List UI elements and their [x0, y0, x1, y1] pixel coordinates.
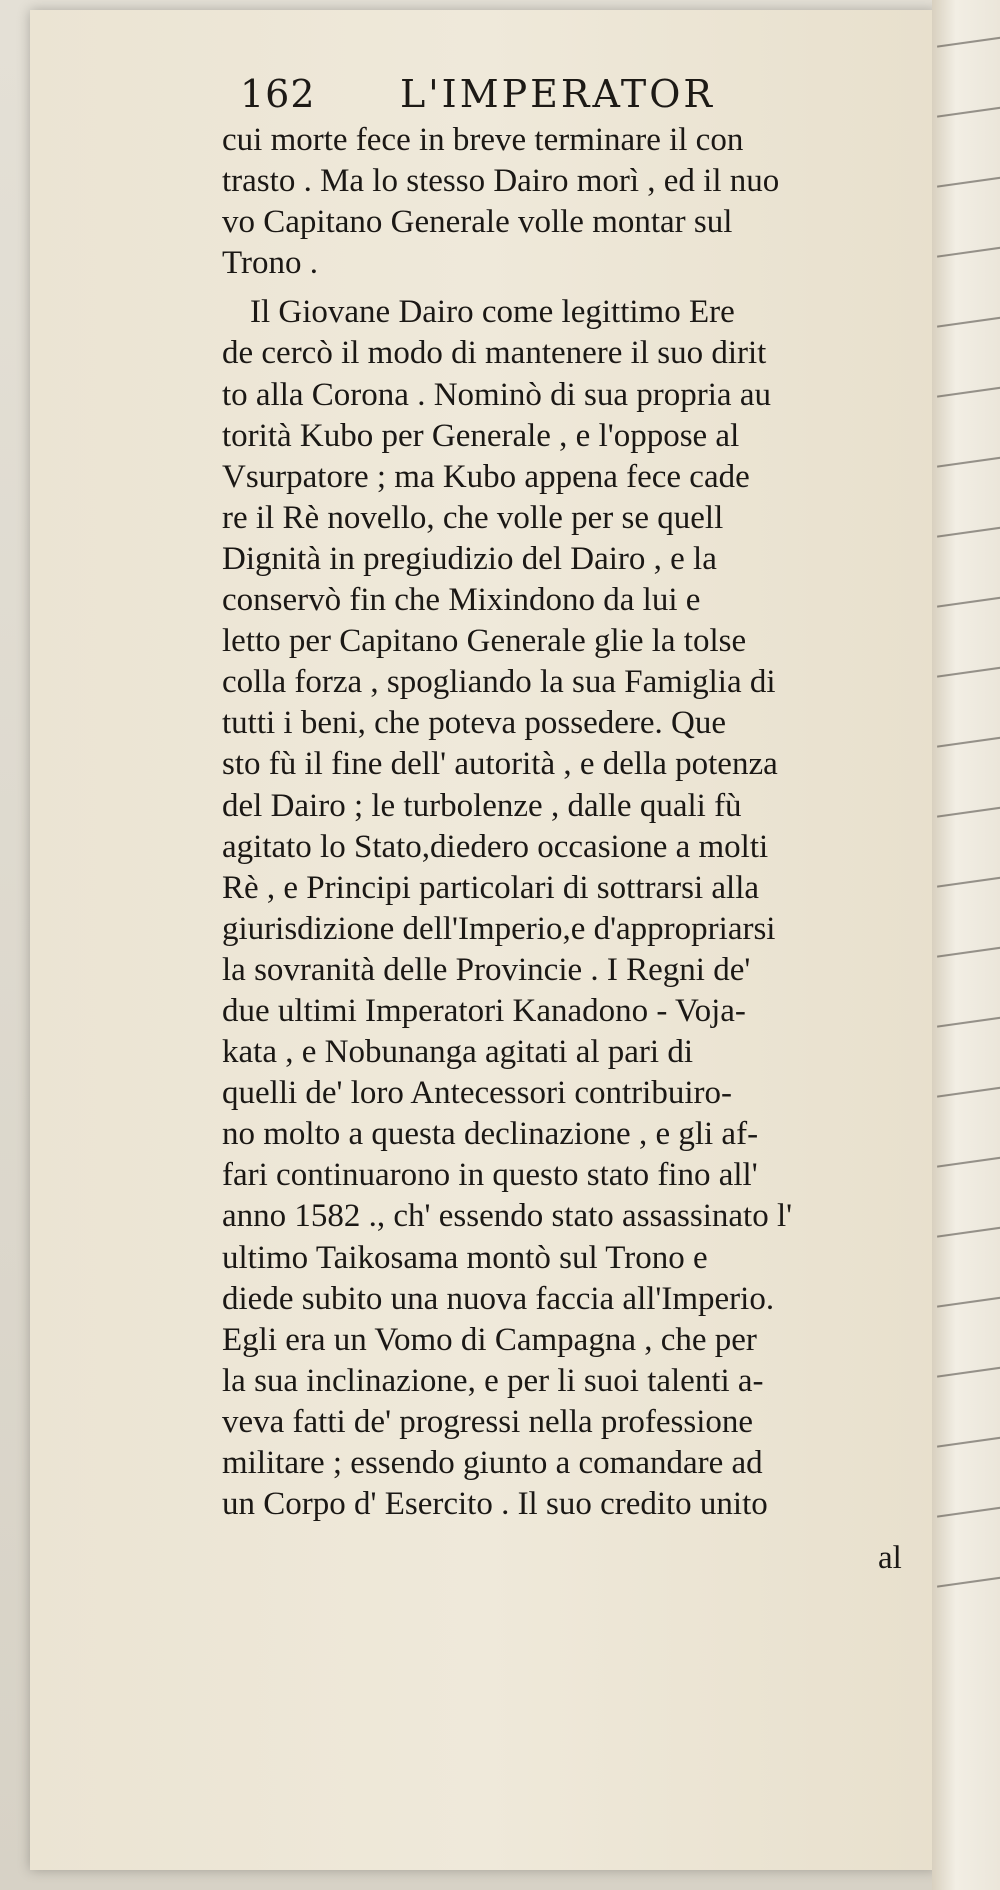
text-line: quelli de' loro Antecessori contribuiro-	[222, 1075, 732, 1112]
text-line: due ultimi Imperatori Kanadono - Voja-	[222, 992, 746, 1029]
text-line: la sua inclinazione, e per li suoi talenti a-	[222, 1362, 764, 1399]
text-line: to alla Corona . Nominò di sua propria au	[222, 376, 771, 413]
text-line: Egli era un Vomo di Campagna , che per	[222, 1321, 757, 1358]
page-number: 162	[240, 72, 316, 116]
page-header	[240, 72, 940, 122]
text-line: un Corpo d' Esercito . Il suo credito unito	[222, 1486, 768, 1523]
text-line: tutti i beni, che poteva possedere. Que	[222, 705, 727, 742]
text-line: ultimo Taikosama montò sul Trono e	[222, 1239, 708, 1276]
text-line: agitato lo Stato,diedero occasione a molti	[222, 828, 769, 865]
text-line: anno 1582 ., ch' essendo stato assassinato l'	[222, 1198, 793, 1235]
text-line: fari continuarono in questo stato fino all'	[222, 1157, 758, 1194]
text-line: Vsurpatore ; ma Kubo appena fece cade	[222, 458, 750, 495]
text-line: re il Rè novello, che volle per se quell	[222, 499, 724, 536]
text-line: Rè , e Principi particolari di sottrarsi alla	[222, 869, 760, 906]
text-line: diede subito una nuova faccia all'Imperio.	[222, 1280, 775, 1317]
text-line: militare ; essendo giunto a comandare ad	[222, 1445, 763, 1481]
next-page-edge	[932, 0, 1000, 1890]
text-line: del Dairo ; le turbolenze , dalle quali fù	[222, 787, 742, 824]
text-line: conservò fin che Mixindono da lui e	[222, 582, 701, 619]
text-line: la sovranità delle Provincie . I Regni de'	[222, 951, 751, 988]
text-line: vo Capitano Generale volle montar sul	[222, 204, 733, 241]
body-text	[222, 120, 942, 1525]
text-line: colla forza , spogliando la sua Famiglia di	[222, 664, 776, 701]
text-line: kata , e Nobunanga agitati al pari di	[222, 1034, 693, 1071]
running-head: L'IMPERATOR	[400, 72, 715, 116]
text-line: Il Giovane Dairo come legittimo Ere	[250, 294, 735, 331]
text-line: Dignità in pregiudizio del Dairo , e la	[222, 540, 717, 577]
catchword: al	[878, 1540, 902, 1576]
text-line: veva fatti de' progressi nella professione	[222, 1403, 754, 1440]
text-line: giurisdizione dell'Imperio,e d'appropriarsi	[222, 910, 776, 947]
text-line: sto fù il fine dell' autorità , e della potenza	[222, 746, 778, 783]
text-line: cui morte fece in breve terminare il con	[222, 122, 744, 158]
text-line: no molto a questa declinazione , e gli af-	[222, 1116, 759, 1153]
text-line: trasto . Ma lo stesso Dairo morì , ed il nuo	[222, 163, 780, 200]
text-line: de cercò il modo di mantenere il suo dirit	[222, 335, 767, 372]
text-line: torità Kubo per Generale , e l'oppose al	[222, 417, 740, 454]
text-line: Trono .	[222, 245, 318, 282]
text-line: letto per Capitano Generale glie la tolse	[222, 623, 747, 660]
